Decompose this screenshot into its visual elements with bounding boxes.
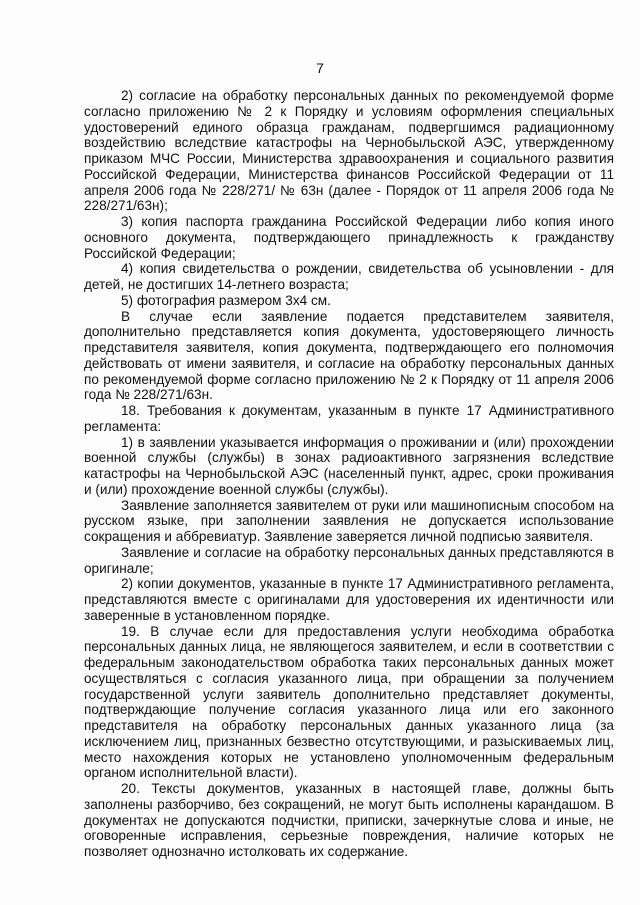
paragraph-section-20: 20. Тексты документов, указанных в настоящей главе, должны быть заполнены разборчиво, без сокращений, не могут быть исполнены карандашом. В документах не допускаются подчистки, приписки, зачеркнутые слова и иные, не оговоренные исправления, серьезные повреждения, наличие которых не позволяет однозначно истолковать их содержание. — [84, 781, 614, 859]
paragraph-section-18: 18. Требования к документам, указанным в пункте 17 Административного регламента: — [84, 403, 614, 434]
paragraph-consent-item-2: 2) согласие на обработку персональных данных по рекомендуемой форме согласно приложению № 2 к Порядку и условиям оформления специальных удостоверений единого образца гражданам, подвергшимся радиационному воздействию вследствие катастрофы на Чернобыльской АЭС, утвержденному приказом МЧС России, Министерства здравоохранения и социального развития Российской Федерации, Министерства финансов Российской Федерации от 11 апреля 2006 года № 228/271/ № 63н (далее - Порядок от 11 апреля 2006 года № 228/271/63н); — [84, 88, 614, 214]
paragraph-photo-item-5: 5) фотография размером 3х4 см. — [121, 292, 331, 308]
paragraph-passport-item-3: 3) копия паспорта гражданина Российской Федерации либо копия иного основного документа, подтверждающего принадлежность к гражданству Российской Федерации; — [84, 214, 614, 261]
paragraph-section-19: 19. В случае если для предоставления услуги необходима обработка персональных данных лица, не являющегося заявителем, и если в соответствии с федеральным законодательством обработка таких персональных данных может осуществляться с согласия указанного лица, при обращении за получением государственной услуги заявитель дополнительно представляет документы, подтверждающие получение согласия указанного лица или его законного представителя на обработку персональных данных указанного лица (за исключением лиц, признанных безвестно отсутствующими, и разыскиваемых лиц, место нахождения которых не установлено уполномоченным федеральным органом исполнительной власти). — [84, 623, 614, 781]
paragraph-18-item-2: 2) копии документов, указанные в пункте 17 Административного регламента, представляются вместе с оригиналами для удостоверения их идентичности или заверенные в установленном порядке. — [84, 576, 614, 623]
paragraph-original-documents: Заявление и согласие на обработку персональных данных представляются в оригинале; — [84, 544, 614, 576]
page-number: 7 — [316, 60, 324, 76]
paragraph-18-item-1: 1) в заявлении указывается информация о проживании и (или) прохождении военной службы (службы) в зонах радиоактивного загрязнения вследствие катастрофы на Чернобыльской АЭС (населенный пункт, адрес, сроки проживания и (или) прохождение военной службы (службы). — [84, 434, 614, 497]
paragraph-birth-certificate-item-4: 4) копия свидетельства о рождении, свидетельства об усыновлении - для детей, не достигших 14-летнего возраста; — [84, 261, 614, 292]
document-body — [84, 88, 614, 860]
paragraph-representative: В случае если заявление подается представителем заявителя, дополнительно представляется копия документа, удостоверяющего личность представителя заявителя, копия документа, подтверждающего его полномочия действовать от имени заявителя, и согласие на обработку персональных данных по рекомендуемой форме согласно приложению № 2 к Порядку от 11 апреля 2006 года № 228/271/63н. — [84, 308, 614, 403]
paragraph-filling-rules: Заявление заполняется заявителем от руки или машинописным способом на русском языке, при заполнении заявления не допускается использование сокращения и аббревиатур. Заявление заверяется личной подписью заявителя. — [84, 497, 614, 544]
